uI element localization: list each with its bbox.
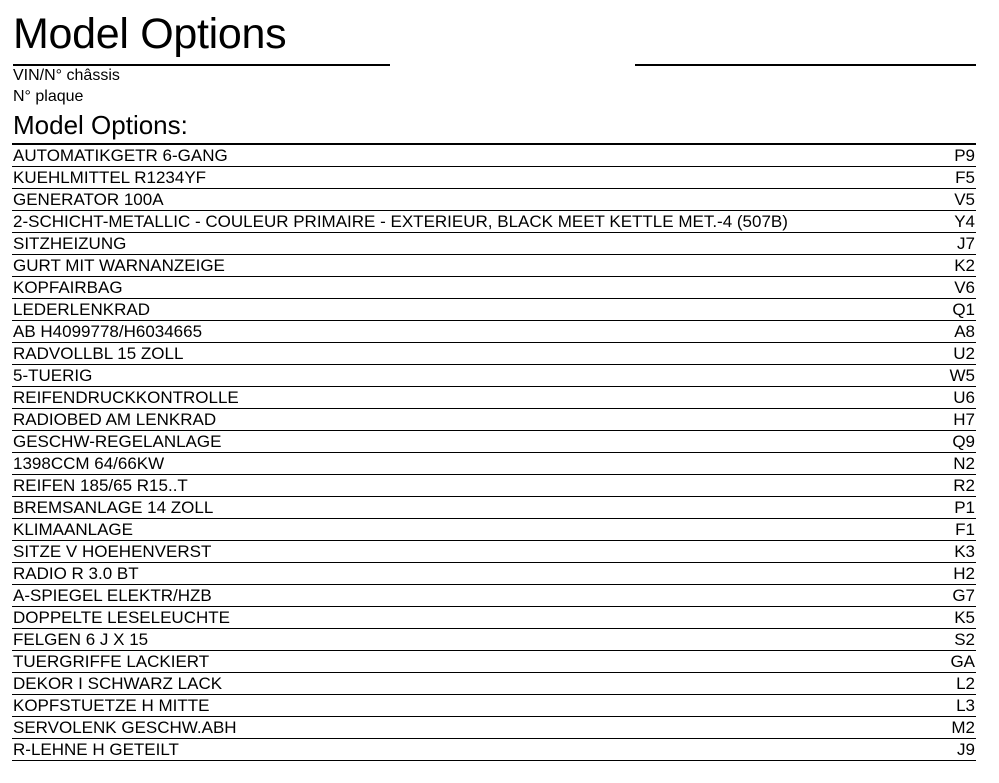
option-description: SITZHEIZUNG [13, 234, 127, 253]
option-description: GURT MIT WARNANZEIGE [13, 256, 225, 275]
plate-label: N° plaque [13, 88, 84, 105]
option-description: 2-SCHICHT-METALLIC - COULEUR PRIMAIRE - EXTERIEUR, BLACK MEET KETTLE MET.-4 (507B) [13, 212, 788, 231]
option-row [12, 739, 976, 761]
option-row [12, 695, 976, 717]
option-code: M2 [951, 718, 975, 737]
option-description: KOPFAIRBAG [13, 278, 123, 297]
option-row [12, 211, 976, 233]
option-row [12, 651, 976, 673]
option-code: F1 [955, 520, 975, 539]
option-code: V5 [954, 190, 975, 209]
vin-label: VIN/N° châssis [13, 67, 120, 84]
option-code: V6 [954, 278, 975, 297]
option-description: SITZE V HOEHENVERST [13, 542, 212, 561]
option-row [12, 585, 976, 607]
option-description: KOPFSTUETZE H MITTE [13, 696, 210, 715]
option-row [12, 145, 976, 167]
option-row [12, 475, 976, 497]
option-row [12, 519, 976, 541]
option-code: Y4 [954, 212, 975, 231]
option-row [12, 189, 976, 211]
option-code: A8 [954, 322, 975, 341]
option-code: Q1 [952, 300, 975, 319]
page-title: Model Options [13, 10, 287, 58]
title-underline-right [635, 64, 976, 66]
option-row [12, 299, 976, 321]
option-row [12, 409, 976, 431]
option-row [12, 233, 976, 255]
option-row [12, 563, 976, 585]
option-description: 5-TUERIG [13, 366, 93, 385]
option-row [12, 321, 976, 343]
option-description: TUERGRIFFE LACKIERT [13, 652, 210, 671]
option-code: K3 [954, 542, 975, 561]
option-row [12, 607, 976, 629]
option-row [12, 453, 976, 475]
option-description: REIFEN 185/65 R15..T [13, 476, 188, 495]
options-list [12, 143, 976, 761]
options-section-heading: Model Options: [13, 110, 188, 140]
option-code: F5 [955, 168, 975, 187]
option-code: K2 [954, 256, 975, 275]
option-code: U2 [953, 344, 975, 363]
option-code: L3 [956, 696, 975, 715]
option-code: S2 [954, 630, 975, 649]
option-description: KLIMAANLAGE [13, 520, 133, 539]
option-description: SERVOLENK GESCHW.ABH [13, 718, 237, 737]
option-code: H7 [953, 410, 975, 429]
option-description: AB H4099778/H6034665 [13, 322, 203, 341]
option-row [12, 255, 976, 277]
option-description: REIFENDRUCKKONTROLLE [13, 388, 239, 407]
option-description: GESCHW-REGELANLAGE [13, 432, 222, 451]
option-row [12, 673, 976, 695]
option-row [12, 629, 976, 651]
option-code: H2 [953, 564, 975, 583]
option-description: DOPPELTE LESELEUCHTE [13, 608, 230, 627]
option-code: P9 [954, 146, 975, 165]
option-description: FELGEN 6 J X 15 [13, 630, 149, 649]
option-row [12, 167, 976, 189]
option-description: DEKOR I SCHWARZ LACK [13, 674, 223, 693]
option-code: K5 [954, 608, 975, 627]
option-row [12, 343, 976, 365]
option-description: BREMSANLAGE 14 ZOLL [13, 498, 214, 517]
option-description: RADIOBED AM LENKRAD [13, 410, 217, 429]
option-code: J7 [957, 234, 975, 253]
option-description: LEDERLENKRAD [13, 300, 150, 319]
option-description: GENERATOR 100A [13, 190, 164, 209]
option-description: KUEHLMITTEL R1234YF [13, 168, 207, 187]
option-code: J9 [957, 740, 975, 759]
option-code: N2 [953, 454, 975, 473]
option-row [12, 717, 976, 739]
option-description: AUTOMATIKGETR 6-GANG [13, 146, 228, 165]
option-code: G7 [952, 586, 975, 605]
option-code: R2 [953, 476, 975, 495]
option-row [12, 365, 976, 387]
option-code: W5 [949, 366, 975, 385]
option-row [12, 497, 976, 519]
option-code: Q9 [952, 432, 975, 451]
option-description: A-SPIEGEL ELEKTR/HZB [13, 586, 212, 605]
option-description: RADIO R 3.0 BT [13, 564, 139, 583]
option-description: RADVOLLBL 15 ZOLL [13, 344, 184, 363]
option-code: L2 [956, 674, 975, 693]
option-row [12, 277, 976, 299]
option-row [12, 431, 976, 453]
option-code: P1 [954, 498, 975, 517]
option-code: U6 [953, 388, 975, 407]
option-code: GA [950, 652, 975, 671]
option-row [12, 387, 976, 409]
option-description: 1398CCM 64/66KW [13, 454, 165, 473]
option-row [12, 541, 976, 563]
option-description: R-LEHNE H GETEILT [13, 740, 179, 759]
